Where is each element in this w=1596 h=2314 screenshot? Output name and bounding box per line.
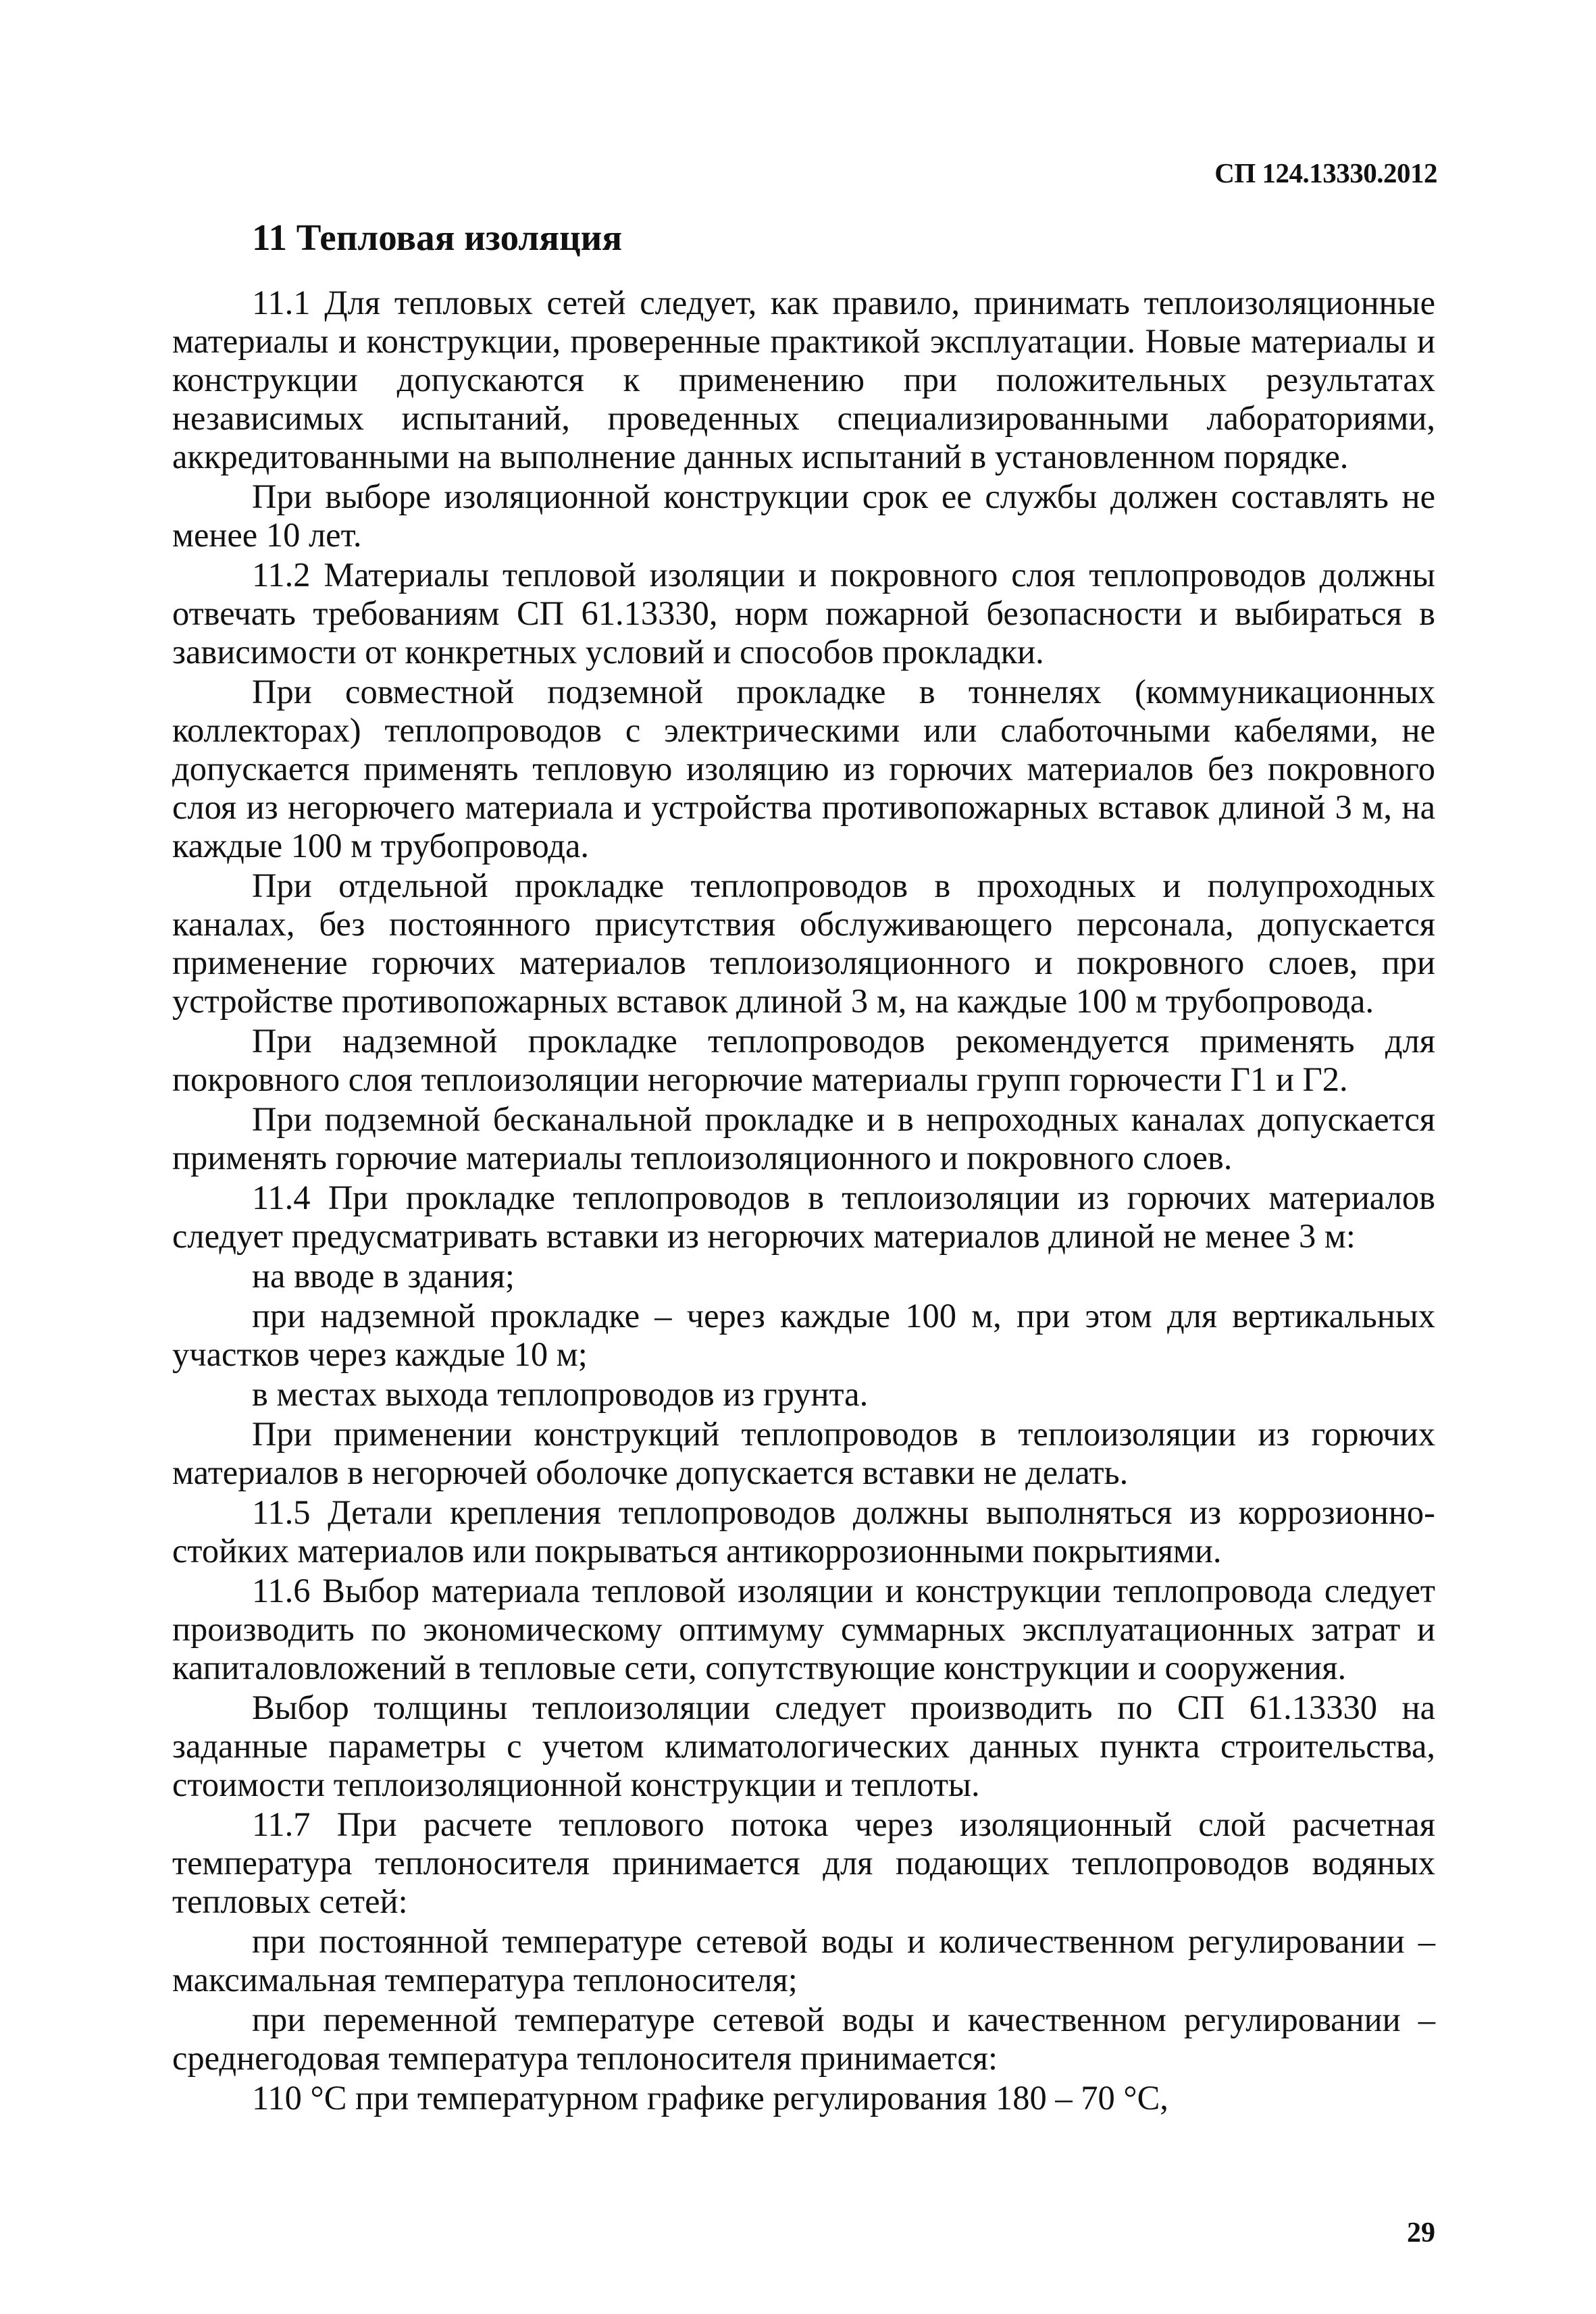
paragraph-11-7: 11.7 При расчете теплового потока через изоляционный слой расчетная температура теплоносителя принимается для подающих теплопроводов водяных тепловых сетей: bbox=[172, 1805, 1435, 1920]
section-title: 11 Тепловая изоляция bbox=[252, 217, 623, 258]
list-item-building-entry: на вводе в здания; bbox=[252, 1257, 515, 1295]
paragraph-11-2: 11.2 Материалы тепловой изоляции и покровного слоя теплопроводов должны отвечать требованиям СП 61.13330, норм пожарной безопасности и выбираться в зависимости от конкретных условий и способов прокладки. bbox=[172, 556, 1435, 671]
document-body bbox=[172, 213, 1435, 2119]
paragraph-noncombustible-shell: При применении конструкций теплопроводов в теплоизоляции из горючих материалов в негорючей оболочке допускается вставки не делать. bbox=[172, 1415, 1435, 1491]
paragraph-channelless: При подземной бесканальной прокладке и в непроходных каналах допускается применять горючие материалы теплоизоляционного и покровного слоев. bbox=[172, 1100, 1435, 1177]
list-item-variable-temperature: при переменной температуре сетевой воды и качественном регулировании – среднегодовая температура теплоносителя принимается: bbox=[172, 2001, 1435, 2077]
paragraph-11-5: 11.5 Детали крепления теплопроводов должны выполняться из коррозионно-стойких материалов или покрываться антикоррозионными покрытиями. bbox=[172, 1493, 1435, 1570]
paragraph-11-1: 11.1 Для тепловых сетей следует, как правило, принимать теплоизоляционные материалы и конструкции, проверенные практикой эксплуатации. Новые материалы и конструкции допускаются к применению при положительных результатах независимых испытаний, проведенных специализированными лабораториями, аккредитованными на выполнение данных испытаний в установленном порядке. bbox=[172, 284, 1435, 475]
paragraph-overground: При надземной прокладке теплопроводов рекомендуется применять для покровного слоя теплоизоляции негорючие материалы групп горючести Г1 и Г2. bbox=[172, 1022, 1435, 1098]
paragraph-tunnels: При совместной подземной прокладке в тоннелях (коммуникационных коллекторах) теплопроводов с электрическими или слаботочными кабелями, не допускается применять тепловую изоляцию из горючих материалов без покровного слоя из негорючего материала и устройства противопожарных вставок длиной 3 м, на каждые 100 м трубопровода. bbox=[172, 673, 1435, 865]
paragraph-service-life: При выборе изоляционной конструкции срок ее службы должен составлять не менее 10 лет. bbox=[172, 478, 1435, 554]
document-code-header: СП 124.13330.2012 bbox=[1214, 157, 1437, 188]
list-item-temperature-graph: 110 °С при температурном графике регулирования 180 – 70 °С, bbox=[252, 2079, 1168, 2117]
list-item-constant-temperature: при постоянной температуре сетевой воды и количественном регулировании – максимальная температура теплоносителя; bbox=[172, 1922, 1435, 1999]
paragraph-11-4: 11.4 При прокладке теплопроводов в теплоизоляции из горючих материалов следует предусматривать вставки из негорючих материалов длиной не менее 3 м: bbox=[172, 1179, 1435, 1255]
paragraph-channels: При отдельной прокладке теплопроводов в проходных и полупроходных каналах, без постоянного присутствия обслуживающего персонала, допускается применение горючих материалов теплоизоляционного и покровного слоев, при устройстве противопожарных вставок длиной 3 м, на каждые 100 м трубопровода. bbox=[172, 867, 1435, 1020]
list-item-overground-interval: при надземной прокладке – через каждые 100 м, при этом для вертикальных участков через каждые 10 м; bbox=[172, 1297, 1435, 1373]
paragraph-11-6: 11.6 Выбор материала тепловой изоляции и конструкции теплопровода следует производить по экономическому оптимуму суммарных эксплуатационных затрат и капиталовложений в тепловые сети, сопутствующие конструкции и сооружения. bbox=[172, 1572, 1435, 1687]
paragraph-thickness: Выбор толщины теплоизоляции следует производить по СП 61.13330 на заданные параметры с учетом климатологических данных пункта строительства, стоимости теплоизоляционной конструкции и теплоты. bbox=[172, 1689, 1435, 1803]
list-item-ground-exit: в местах выхода теплопроводов из грунта. bbox=[252, 1375, 869, 1413]
page-number: 29 bbox=[1407, 2217, 1435, 2248]
